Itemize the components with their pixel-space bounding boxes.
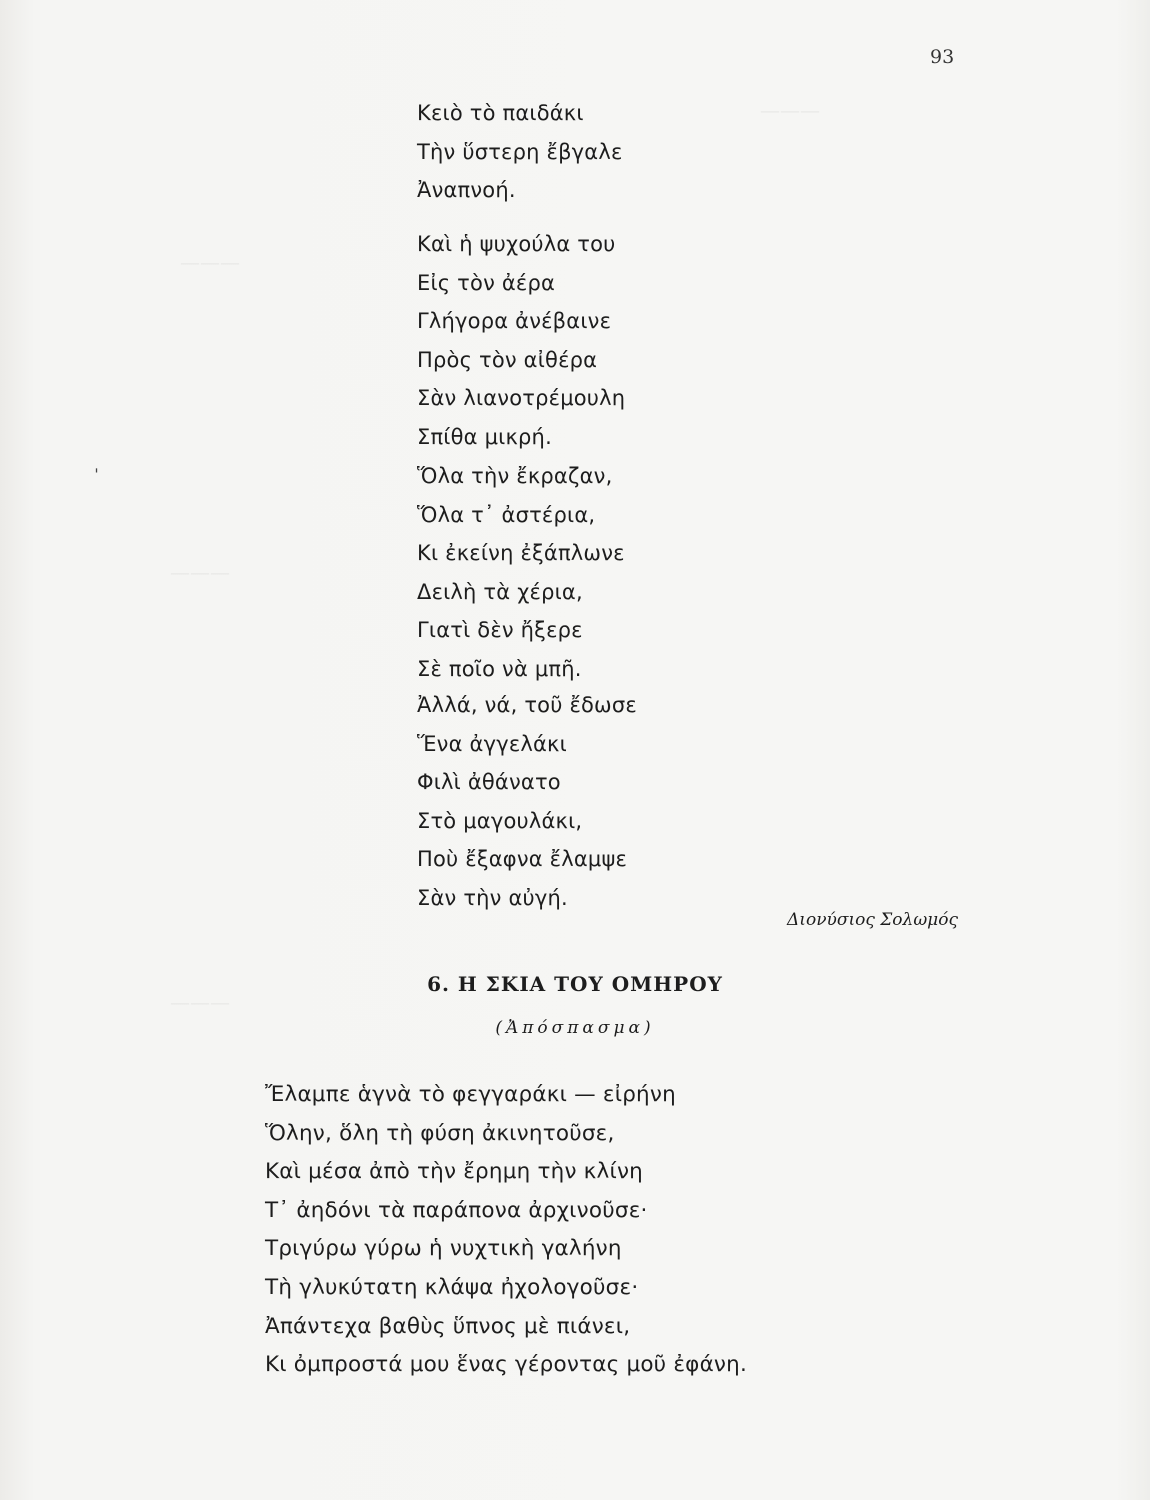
poem-line: Φιλὶ ἀθάνατο (417, 770, 561, 794)
poem-line: Ἕνα ἀγγελάκι (417, 731, 567, 756)
margin-mark: ˈ (94, 466, 99, 487)
poem-line: Ὅλην, ὅλη τὴ φύση ἀκινητοῦσε, (265, 1120, 615, 1146)
poem-line: Πρὸς τὸν αἰθέρα (417, 347, 598, 372)
poem-line: Στὸ μαγουλάκι, (417, 808, 583, 833)
poem-line: Τ᾽ ἀηδόνι τὰ παράπονα ἀρχινοῦσε· (265, 1197, 648, 1223)
bleed-through-text: ——— (170, 560, 230, 584)
page-number: 93 (930, 46, 955, 68)
poem-line: Κειὸ τὸ παιδάκι (417, 101, 584, 125)
section-subtitle: (Ἀπόσπασμα) (495, 1018, 655, 1038)
poem-line: Σὰν λιανοτρέμουλη (417, 386, 626, 410)
poem-line: Κι ὀμπροστά μου ἕνας γέροντας μοῦ ἐφάνη. (265, 1352, 748, 1378)
poem-line: Ὅλα τὴν ἔκραζαν, (417, 464, 613, 488)
section-title: 6. Η ΣΚΙΑ ΤΟΥ ΟΜΗΡΟΥ (427, 972, 723, 996)
poem-line: Τὴν ὕστερη ἔβγαλε (417, 139, 623, 164)
poem-line: Σὰν τὴν αὐγή. (417, 885, 568, 910)
poem-line: Ἀναπνοή. (417, 178, 516, 202)
bleed-through-text: ——— (180, 250, 240, 274)
poem-line: Γλήγορα ἀνέβαινε (417, 309, 612, 333)
poem-line: Καὶ μέσα ἀπὸ τὴν ἔρημη τὴν κλίνη (265, 1159, 643, 1185)
poem-line: Κι ἐκείνη ἐξάπλωνε (417, 541, 625, 565)
poem-stanza (417, 225, 625, 456)
poem-line: Σὲ ποῖο νὰ μπῆ. (417, 656, 582, 681)
poem-line: Ὅλα τ᾽ ἀστέρια, (417, 502, 596, 527)
poem-author: Διονύσιος Σολωμός (787, 910, 958, 930)
poem-line: Σπίθα μικρή. (417, 424, 552, 449)
poem-excerpt (265, 1076, 747, 1385)
poem-line: Ἀλλά, νά, τοῦ ἔδωσε (417, 693, 637, 717)
poem-line: Ἔλαμπε ἁγνὰ τὸ φεγγαράκι — εἰρήνη (265, 1082, 676, 1107)
poem-stanza (417, 94, 623, 210)
poem-line: Εἰς τὸν ἀέρα (417, 270, 556, 295)
poem-line: Καὶ ἡ ψυχούλα του (417, 232, 616, 256)
bleed-through-text: ——— (760, 98, 820, 122)
poem-stanza (417, 457, 625, 688)
poem-line: Τὴ γλυκύτατη κλάψα ἠχολογοῦσε· (265, 1274, 639, 1300)
poem-line: Τριγύρω γύρω ἡ νυχτικὴ γαλήνη (265, 1236, 622, 1262)
poem-line: Ποὺ ἔξαφνα ἔλαμψε (417, 847, 628, 871)
bleed-through-text: ——— (170, 990, 230, 1014)
poem-line: Δειλὴ τὰ χέρια, (417, 579, 583, 604)
poem-line: Ἀπάντεχα βαθὺς ὕπνος μὲ πιάνει, (265, 1313, 631, 1339)
poem-line: Γιατὶ δὲν ἤξερε (417, 618, 583, 642)
poem-stanza (417, 686, 637, 917)
